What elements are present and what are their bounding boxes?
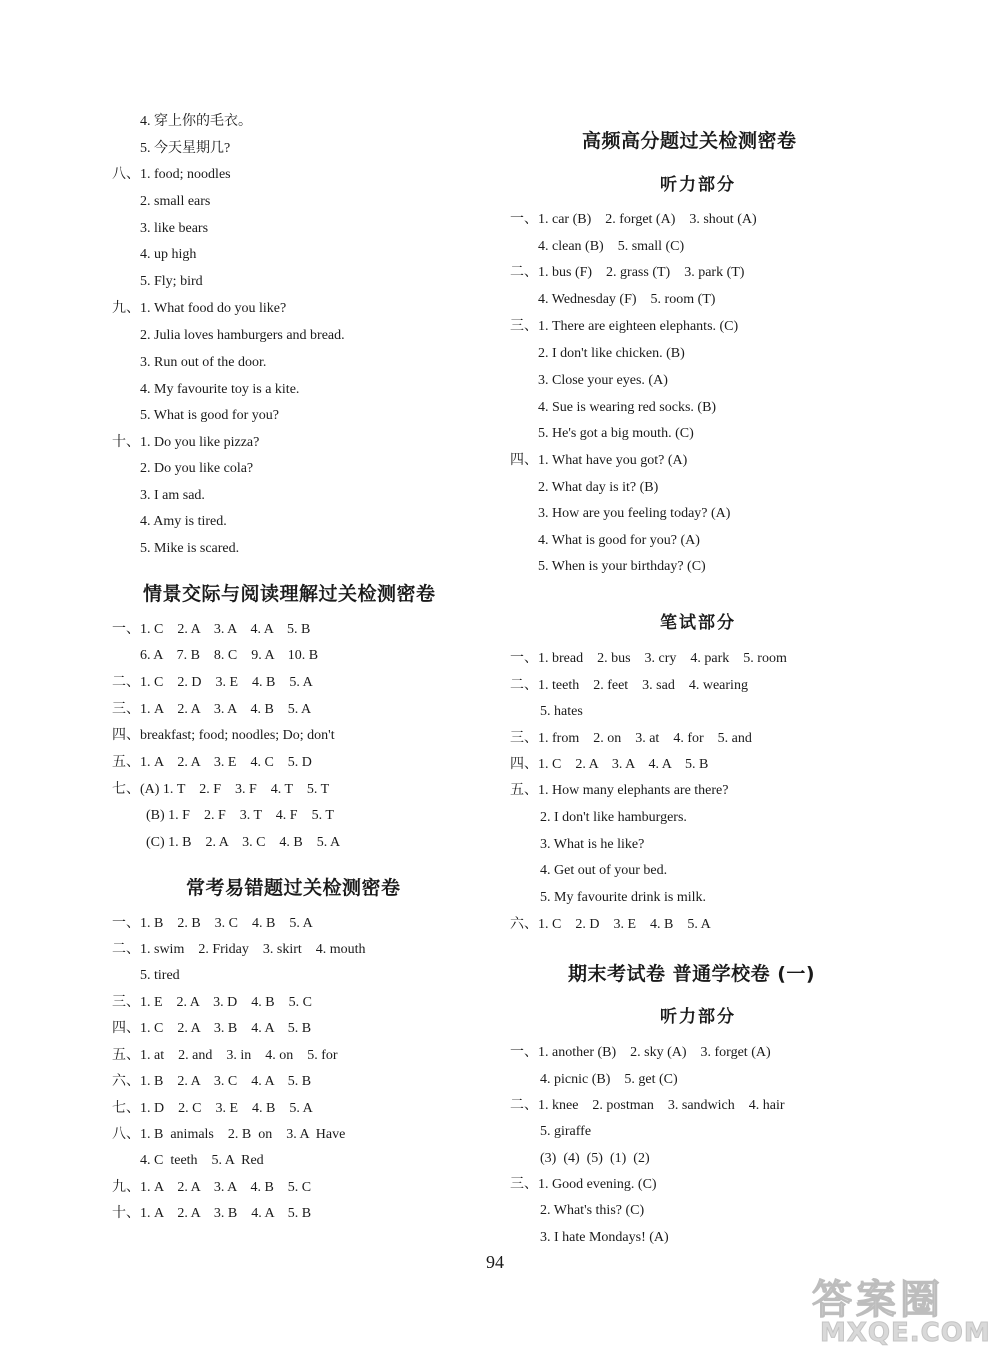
section-heading: 常考易错题过关检测密卷 <box>186 877 401 899</box>
answer-line: 4. Sue is wearing red socks. (B) <box>538 400 717 415</box>
answer-line: 五、1. How many elephants are there? <box>510 783 729 798</box>
answer-line: 2. What day is it? (B) <box>538 480 659 495</box>
answer-line: 2. Do you like cola? <box>140 461 254 476</box>
answer-line: 3. How are you feeling today? (A) <box>538 506 731 521</box>
sub-heading: 听力部分 <box>660 1007 736 1027</box>
answer-line: 七、(A) 1. T 2. F 3. F 4. T 5. T <box>112 782 330 797</box>
answer-line: 四、breakfast; food; noodles; Do; don't <box>112 728 335 743</box>
answer-line: 5. Mike is scared. <box>140 541 240 556</box>
answer-line: 3. Run out of the door. <box>140 355 267 370</box>
answer-line: 八、1. B animals 2. B on 3. A Have <box>112 1127 346 1142</box>
answer-line: 2. What's this? (C) <box>540 1203 645 1218</box>
answer-line: 二、1. knee 2. postman 3. sandwich 4. hair <box>510 1098 785 1113</box>
answer-line: 二、1. bus (F) 2. grass (T) 3. park (T) <box>510 265 745 280</box>
answer-line: 一、1. C 2. A 3. A 4. A 5. B <box>112 622 311 637</box>
answer-line: 一、1. bread 2. bus 3. cry 4. park 5. room <box>510 651 787 666</box>
answer-line: 五、1. A 2. A 3. E 4. C 5. D <box>112 755 312 770</box>
answer-line: 六、1. C 2. D 3. E 4. B 5. A <box>510 917 711 932</box>
answer-line: 4. up high <box>140 247 197 262</box>
answer-line: 二、1. teeth 2. feet 3. sad 4. wearing <box>510 678 748 693</box>
answer-line: 九、1. A 2. A 3. A 4. B 5. C <box>112 1180 312 1195</box>
answer-line: 四、1. C 2. A 3. A 4. A 5. B <box>510 757 709 772</box>
answer-line: 4. Wednesday (F) 5. room (T) <box>538 292 716 307</box>
answer-line: 十、1. A 2. A 3. B 4. A 5. B <box>112 1206 312 1221</box>
answer-line: 2. I don't like chicken. (B) <box>538 346 685 361</box>
sub-heading: 听力部分 <box>660 175 736 195</box>
answer-line: 4. What is good for you? (A) <box>538 533 700 548</box>
answer-line: (B) 1. F 2. F 3. T 4. F 5. T <box>146 808 334 823</box>
answer-line: 九、1. What food do you like? <box>112 301 287 316</box>
answer-line: 八、1. food; noodles <box>112 167 231 182</box>
answer-line: 5. tired <box>140 968 180 983</box>
answer-line: 一、1. another (B) 2. sky (A) 3. forget (A) <box>510 1045 771 1060</box>
answer-line: 5. giraffe <box>540 1124 592 1139</box>
answer-line: 5. What is good for you? <box>140 408 279 423</box>
page-number: 94 <box>486 1252 504 1272</box>
answer-line: 5. He's got a big mouth. (C) <box>538 426 694 441</box>
answer-line: 4. C teeth 5. A Red <box>140 1153 264 1168</box>
watermark-url: MXQE.COM <box>820 1318 991 1348</box>
answer-line: 4. My favourite toy is a kite. <box>140 382 300 397</box>
answer-line: 3. What is he like? <box>540 837 645 852</box>
answer-line: 二、1. swim 2. Friday 3. skirt 4. mouth <box>112 942 366 957</box>
answer-line: (3) (4) (5) (1) (2) <box>540 1151 650 1166</box>
answer-line: 6. A 7. B 8. C 9. A 10. B <box>140 648 319 663</box>
answer-line: 5. When is your birthday? (C) <box>538 559 706 574</box>
answer-line: 4. Get out of your bed. <box>540 863 668 878</box>
answer-line: 3. I am sad. <box>140 488 205 503</box>
answer-line: (C) 1. B 2. A 3. C 4. B 5. A <box>146 835 341 850</box>
answer-line: 5. hates <box>540 704 583 719</box>
answer-line: 三、1. from 2. on 3. at 4. for 5. and <box>510 731 752 746</box>
watermark-logo <box>812 1268 992 1352</box>
answer-line: 2. Julia loves hamburgers and bread. <box>140 328 345 343</box>
watermark-mark: 答案圈 <box>812 1277 944 1323</box>
answer-line: 4. Amy is tired. <box>140 514 227 529</box>
answer-line: 4. picnic (B) 5. get (C) <box>540 1072 678 1087</box>
answer-line: 5. 今天星期几? <box>140 141 231 156</box>
answer-line: 三、1. Good evening. (C) <box>510 1177 657 1192</box>
answer-line: 十、1. Do you like pizza? <box>112 435 260 450</box>
answer-line: 四、1. What have you got? (A) <box>510 453 688 468</box>
section-heading: 情景交际与阅读理解过关检测密卷 <box>143 583 436 605</box>
section-heading: 高频高分题过关检测密卷 <box>582 130 797 152</box>
answer-line: 三、1. E 2. A 3. D 4. B 5. C <box>112 995 312 1010</box>
answer-line: 七、1. D 2. C 3. E 4. B 5. A <box>112 1101 313 1116</box>
answer-line: 3. Close your eyes. (A) <box>538 373 668 388</box>
answer-line: 5. Fly; bird <box>140 274 203 289</box>
answer-line: 2. small ears <box>140 194 211 209</box>
answer-line: 4. clean (B) 5. small (C) <box>538 239 685 254</box>
answer-line: 三、1. There are eighteen elephants. (C) <box>510 319 739 334</box>
answer-line: 一、1. car (B) 2. forget (A) 3. shout (A) <box>510 212 757 227</box>
answer-line: 3. like bears <box>140 221 209 236</box>
section-heading: 期末考试卷 普通学校卷 (一) <box>568 963 816 985</box>
answer-line: 六、1. B 2. A 3. C 4. A 5. B <box>112 1074 312 1089</box>
sub-heading: 笔试部分 <box>660 613 736 633</box>
answer-line: 四、1. C 2. A 3. B 4. A 5. B <box>112 1021 312 1036</box>
answer-line: 2. I don't like hamburgers. <box>540 810 687 825</box>
answer-line: 二、1. C 2. D 3. E 4. B 5. A <box>112 675 313 690</box>
answer-line: 4. 穿上你的毛衣。 <box>140 114 252 129</box>
answer-line: 3. I hate Mondays! (A) <box>540 1230 669 1245</box>
answer-line: 5. My favourite drink is milk. <box>540 890 707 905</box>
answer-line: 三、1. A 2. A 3. A 4. B 5. A <box>112 702 312 717</box>
answer-line: 一、1. B 2. B 3. C 4. B 5. A <box>112 916 313 931</box>
answer-line: 五、1. at 2. and 3. in 4. on 5. for <box>112 1048 338 1063</box>
